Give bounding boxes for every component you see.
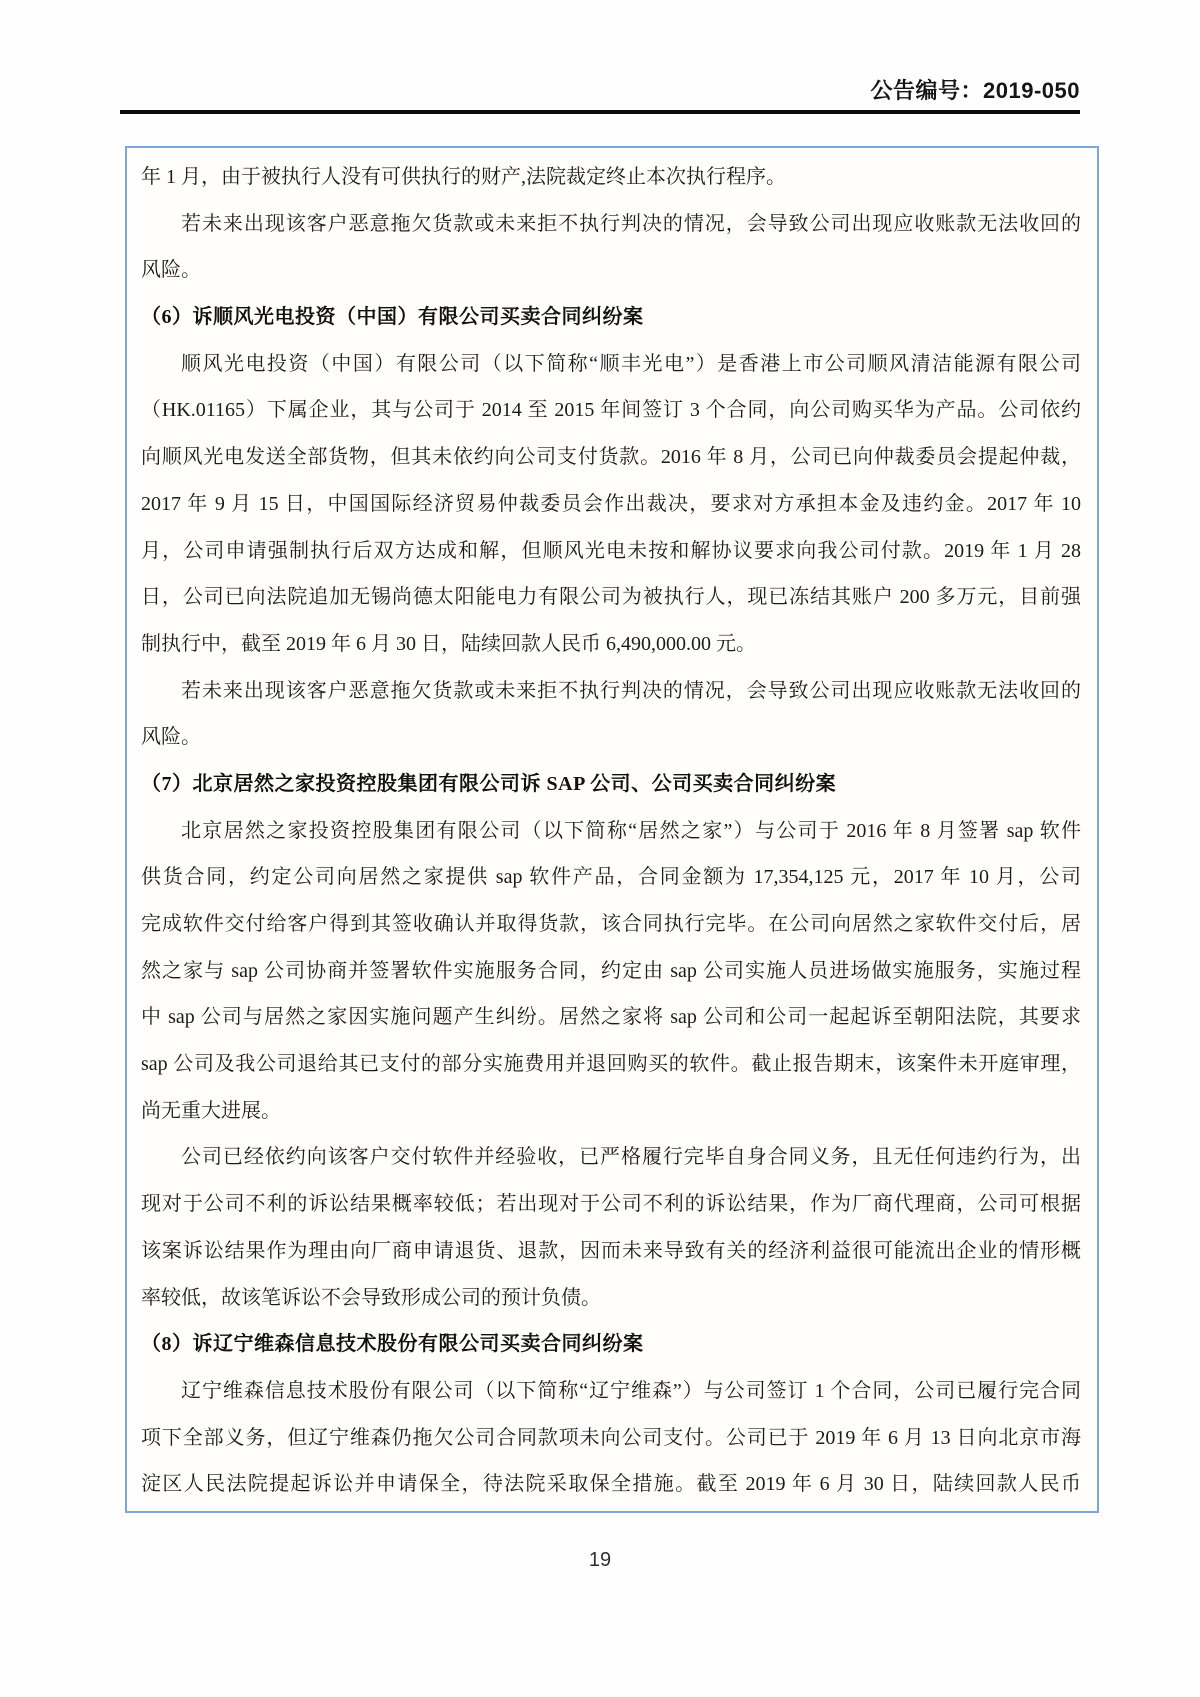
header-divider	[120, 110, 1080, 114]
paragraph-line: 向顺风光电发送全部货物，但其未依约向公司支付货款。2016 年 8 月，公司已向仲裁委员会提起仲裁，	[141, 446, 1081, 469]
paragraph-line: 淀区人民法院提起诉讼并申请保全，待法院采取保全措施。截至 2019 年 6 月 30 日，陆续回款人民币	[141, 1473, 1081, 1496]
paragraph-line: 若未来出现该客户恶意拖欠货款或未来拒不执行判决的情况，会导致公司出现应收账款无法收回的	[181, 679, 1081, 702]
paragraph-line: 日，公司已向法院追加无锡尚德太阳能电力有限公司为被执行人，现已冻结其账户 200 多万元，目前强	[141, 586, 1081, 609]
paragraph-line: （HK.01165）下属企业，其与公司于 2014 至 2015 年间签订 3 个合同，向公司购买华为产品。公司依约	[141, 399, 1081, 422]
announcement-body-box	[125, 146, 1099, 1513]
paragraph-line: 供货合同，约定公司向居然之家提供 sap 软件产品，合同金额为 17,354,125 元，2017 年 10 月，公司	[141, 866, 1081, 889]
paragraph-line: 率较低，故该笔诉讼不会导致形成公司的预计负债。	[141, 1286, 601, 1309]
paragraph-line: sap 公司及我公司退给其已支付的部分实施费用并退回购买的软件。截止报告期末，该案件未开庭审理，	[141, 1053, 1081, 1076]
paragraph-line: 完成软件交付给客户得到其签收确认并取得货款，该合同执行完毕。在公司向居然之家软件交付后，居	[141, 913, 1081, 935]
case-heading: （8）诉辽宁维森信息技术股份有限公司买卖合同纠纷案	[141, 1333, 644, 1356]
paragraph-line: 制执行中，截至 2019 年 6 月 30 日，陆续回款人民币 6,490,000.00 元。	[141, 632, 756, 655]
paragraph-line: 项下全部义务，但辽宁维森仍拖欠公司合同款项未向公司支付。公司已于 2019 年 6 月 13 日向北京市海	[141, 1426, 1081, 1449]
case-heading: （6）诉顺风光电投资（中国）有限公司买卖合同纠纷案	[141, 306, 644, 329]
paragraph-line: 中 sap 公司与居然之家因实施问题产生纠纷。居然之家将 sap 公司和公司一起起诉至朝阳法院，其要求	[141, 1006, 1081, 1029]
paragraph-line: 月，公司申请强制执行后双方达成和解，但顺风光电未按和解协议要求向我公司付款。2019 年 1 月 28	[141, 539, 1081, 562]
paragraph-line: 该案诉讼结果作为理由向厂商申请退货、退款，因而未来导致有关的经济利益很可能流出企业的情形概	[141, 1239, 1081, 1262]
paragraph-line: 公司已经依约向该客户交付软件并经验收，已严格履行完毕自身合同义务，且无任何违约行为，出	[181, 1146, 1081, 1169]
announcement-number: 公告编号：2019-050	[870, 78, 1080, 103]
paragraph-line: 顺风光电投资（中国）有限公司（以下简称“顺丰光电”）是香港上市公司顺风清洁能源有限公司	[181, 352, 1081, 375]
paragraph-line: 若未来出现该客户恶意拖欠货款或未来拒不执行判决的情况，会导致公司出现应收账款无法收回的	[181, 212, 1081, 235]
paragraph-line: 年 1 月，由于被执行人没有可供执行的财产,法院裁定终止本次执行程序。	[141, 166, 786, 188]
paragraph-line: 北京居然之家投资控股集团有限公司（以下简称“居然之家”）与公司于 2016 年 8 月签署 sap 软件	[181, 819, 1081, 842]
paragraph-line: 现对于公司不利的诉讼结果概率较低；若出现对于公司不利的诉讼结果，作为厂商代理商，公司可根据	[141, 1193, 1081, 1216]
page-number: 19	[588, 1549, 612, 1571]
paragraph-line: 辽宁维森信息技术股份有限公司（以下简称“辽宁维森”）与公司签订 1 个合同，公司已履行完合同	[181, 1379, 1081, 1402]
paragraph-line: 尚无重大进展。	[141, 1099, 281, 1122]
paragraph-line: 2017 年 9 月 15 日，中国国际经济贸易仲裁委员会作出裁决，要求对方承担本金及违约金。2017 年 10	[141, 492, 1081, 515]
paragraph-line: 风险。	[141, 726, 201, 749]
case-heading: （7）北京居然之家投资控股集团有限公司诉 SAP 公司、公司买卖合同纠纷案	[141, 772, 837, 795]
paragraph-line: 风险。	[141, 259, 201, 282]
paragraph-line: 然之家与 sap 公司协商并签署软件实施服务合同，约定由 sap 公司实施人员进场做实施服务，实施过程	[141, 959, 1081, 982]
